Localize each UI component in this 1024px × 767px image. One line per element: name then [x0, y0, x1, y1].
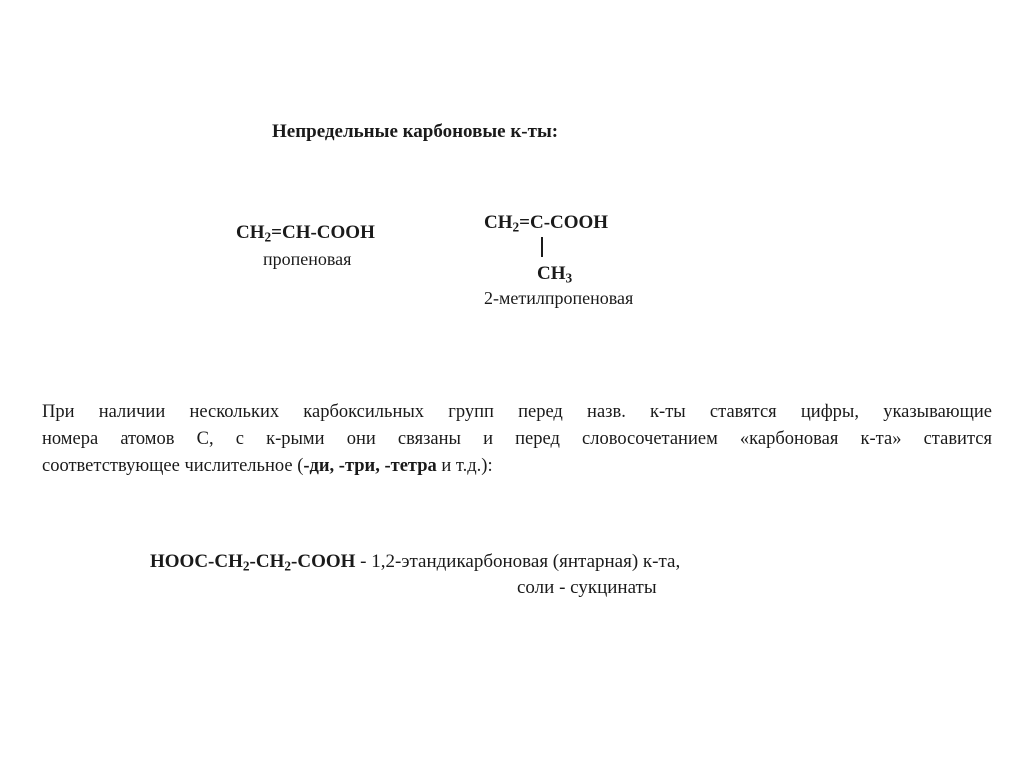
paragraph-line: номера атомов С, с к-рыми они связаны и перед словосочетанием «карбоновая к-та» ставится: [42, 429, 992, 449]
methylpropenoic-acid-name: 2-метилпропеновая: [484, 288, 634, 308]
slide-title: Непредельные карбоновые к-ты:: [272, 121, 559, 142]
succinic-acid-formula: HOOC-$CH_2-CH_2$-COOH: [150, 551, 356, 574]
succinic-acid-line: [150, 551, 680, 573]
single-bond-line: [541, 237, 543, 257]
paragraph-line: соответствующее числительное (-ди, -три, -тетра и т.д.):: [42, 456, 493, 476]
methylpropenoic-acid-formula: $CH_2=C$-COOH: [484, 212, 609, 235]
propenoic-acid-name: пропеновая: [263, 249, 352, 269]
succinic-acid-description: - 1,2-этандикарбоновая (янтарная) к-та,: [355, 551, 681, 572]
paragraph-line: При наличии нескольких карбоксильных групп перед назв. к-ты ставятся цифры, указывающие: [42, 402, 992, 422]
naming-rule-paragraph: [42, 399, 992, 480]
succinate-salts: соли - сукцинаты: [517, 577, 657, 598]
propenoic-acid-formula: $CH_2=CH$-COOH: [236, 222, 375, 245]
methyl-branch: $CH_3$: [537, 263, 573, 286]
prefixes-bold: -ди, -три, -тетра: [303, 456, 437, 476]
